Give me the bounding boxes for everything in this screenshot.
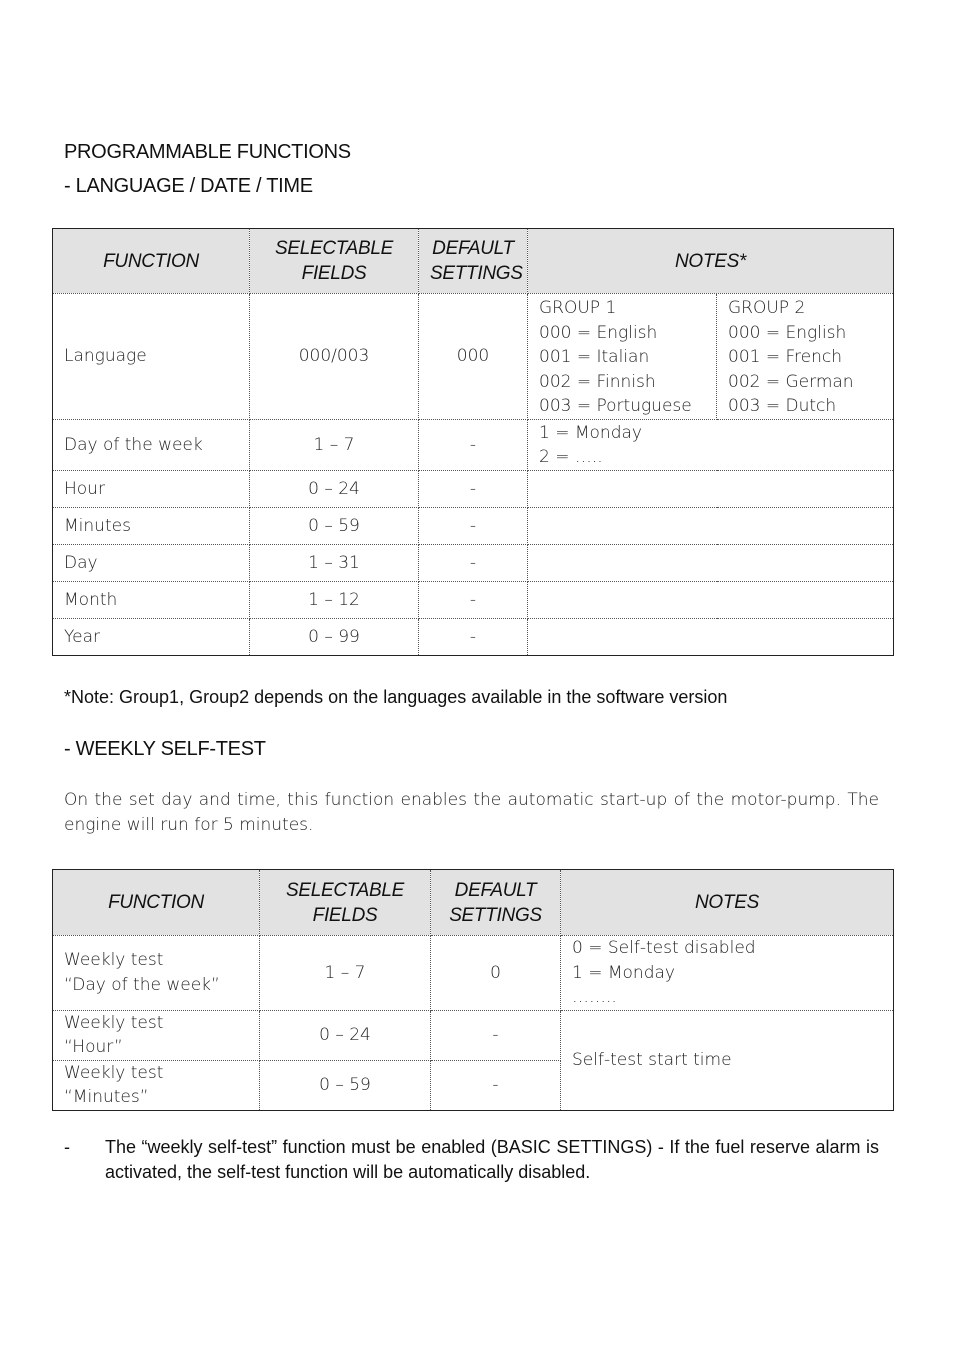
- cell-notes: 1 = Monday 2 = …..: [528, 419, 894, 470]
- section-heading-weekly-self-test: - WEEKLY SELF-TEST: [64, 738, 266, 760]
- cell-default: -: [419, 544, 528, 581]
- cell-notes-group1: GROUP 1 000 = English 001 = Italian 002 = Finnish 003 = Portuguese: [528, 294, 717, 420]
- cell-fields: 1 – 31: [250, 544, 419, 581]
- table-header-row: [53, 229, 894, 294]
- cell-default: -: [419, 507, 528, 544]
- cell-fields: 0 – 24: [250, 470, 419, 507]
- cell-function: Hour: [53, 470, 250, 507]
- header-function: FUNCTION: [53, 870, 260, 936]
- cell-function: Weekly test “Minutes”: [53, 1060, 260, 1110]
- cell-function: Weekly test “Hour”: [53, 1010, 260, 1060]
- cell-default: -: [419, 470, 528, 507]
- cell-default: -: [431, 1010, 561, 1060]
- table-row: [53, 544, 894, 581]
- cell-function: Day of the week: [53, 419, 250, 470]
- weekly-self-test-description: On the set day and time, this function enables the automatic start-up of the motor-pump. The engine will run for 5 minutes.: [64, 790, 879, 835]
- cell-default: -: [431, 1060, 561, 1110]
- cell-function: Minutes: [53, 507, 250, 544]
- page-title: PROGRAMMABLE FUNCTIONS: [64, 141, 351, 163]
- cell-default: -: [419, 581, 528, 618]
- cell-fields: 0 – 59: [250, 507, 419, 544]
- table-row: [53, 1010, 894, 1060]
- header-notes: NOTES: [561, 870, 894, 936]
- weekly-self-test-table: [52, 869, 894, 1111]
- cell-notes: 0 = Self-test disabled 1 = Monday ……..: [561, 936, 894, 1011]
- table-row: [53, 507, 894, 544]
- cell-function: Day: [53, 544, 250, 581]
- header-function: FUNCTION: [53, 229, 250, 294]
- cell-default: 000: [419, 294, 528, 420]
- footnote-text: The “weekly self-test” function must be enabled (BASIC SETTINGS) - If the fuel reserve alarm is activated, the self-test function will be automatically disabled.: [105, 1137, 879, 1182]
- cell-notes: [528, 544, 894, 581]
- cell-function: Month: [53, 581, 250, 618]
- table-row: [53, 419, 894, 470]
- cell-fields: 1 – 12: [250, 581, 419, 618]
- cell-fields: 000/003: [250, 294, 419, 420]
- cell-fields: 0 – 99: [250, 618, 419, 655]
- cell-function: Year: [53, 618, 250, 655]
- cell-fields: 1 – 7: [250, 419, 419, 470]
- header-default-settings: DEFAULT SETTINGS: [419, 229, 528, 294]
- table-row: [53, 581, 894, 618]
- cell-notes: [528, 618, 894, 655]
- footnote-bullet: -: [64, 1137, 70, 1157]
- cell-notes-group2: GROUP 2 000 = English 001 = French 002 = German 003 = Dutch: [717, 294, 894, 420]
- cell-fields: 0 – 24: [260, 1010, 431, 1060]
- table-row: [53, 470, 894, 507]
- table-header-row: [53, 870, 894, 936]
- section-heading-language-date-time: - LANGUAGE / DATE / TIME: [64, 175, 313, 197]
- cell-function: Language: [53, 294, 250, 420]
- cell-fields: 1 – 7: [260, 936, 431, 1011]
- cell-fields: 0 – 59: [260, 1060, 431, 1110]
- cell-notes: [528, 470, 894, 507]
- cell-notes: Self-test start time: [561, 1010, 894, 1110]
- languages-note: *Note: Group1, Group2 depends on the languages available in the software version: [64, 687, 728, 707]
- table-row: [53, 618, 894, 655]
- cell-function: Weekly test “Day of the week”: [53, 936, 260, 1011]
- table-row: [53, 936, 894, 1011]
- header-selectable-fields: SELECTABLE FIELDS: [260, 870, 431, 936]
- header-default-settings: DEFAULT SETTINGS: [431, 870, 561, 936]
- cell-notes: [528, 507, 894, 544]
- cell-default: 0: [431, 936, 561, 1011]
- language-date-time-table: [52, 228, 894, 656]
- cell-default: -: [419, 618, 528, 655]
- cell-notes: [528, 581, 894, 618]
- cell-default: -: [419, 419, 528, 470]
- table-row-language: [53, 294, 894, 420]
- header-notes: NOTES*: [528, 229, 894, 294]
- header-selectable-fields: SELECTABLE FIELDS: [250, 229, 419, 294]
